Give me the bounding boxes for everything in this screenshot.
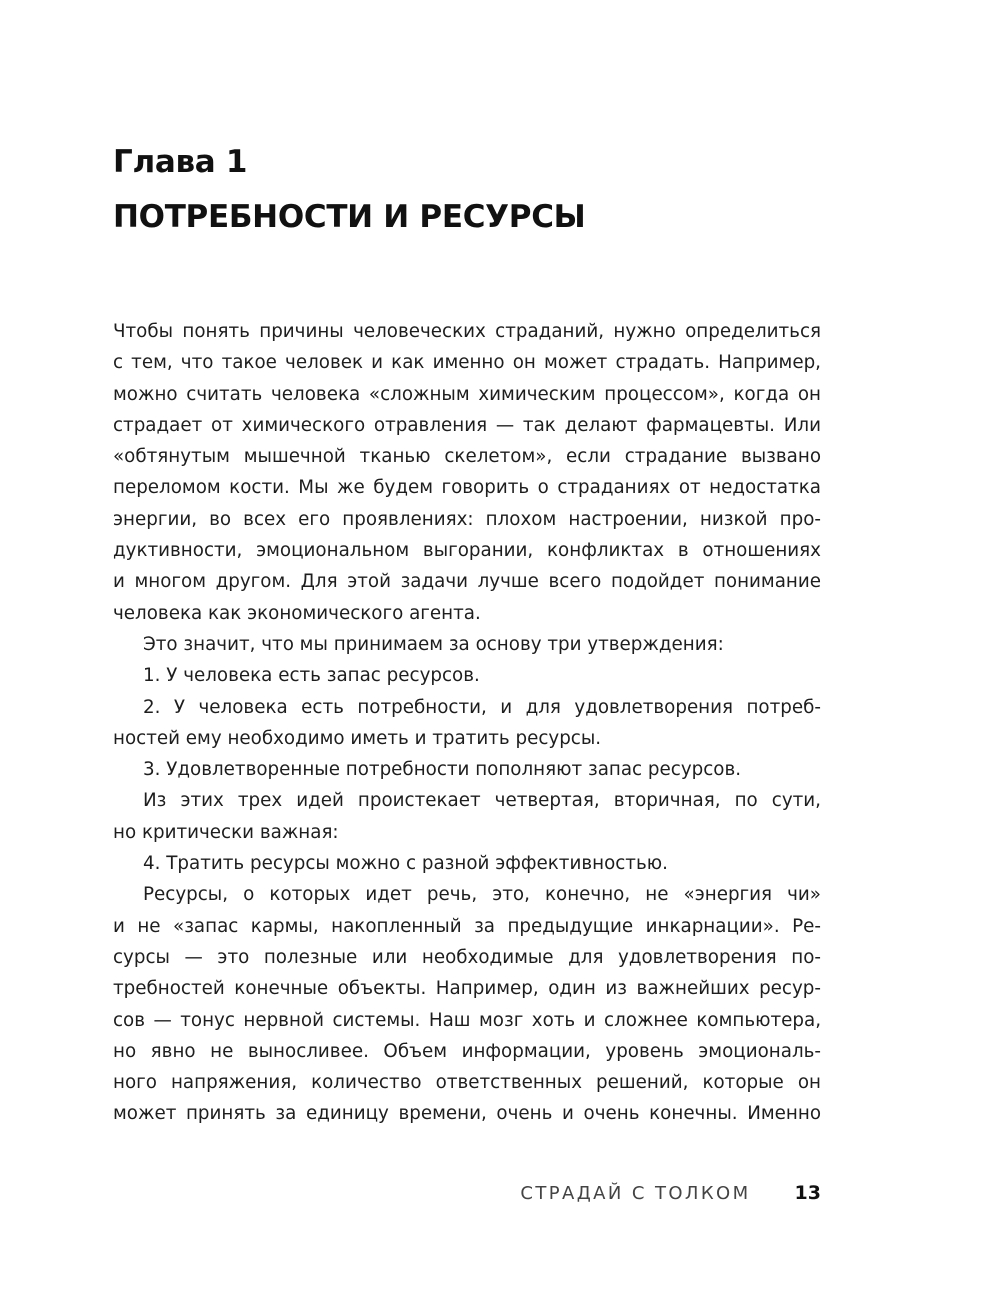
text-line: ного напряжения, количество ответственных решений, которые он bbox=[113, 1072, 821, 1094]
text-line: ностей ему необходимо иметь и тратить ресурсы. bbox=[113, 727, 602, 749]
body-text bbox=[113, 316, 821, 1130]
text-line: может принять за единицу времени, очень и очень конечны. Именно bbox=[113, 1103, 821, 1125]
text-line: Ресурсы, о которых идет речь, это, конечно, не «энергия чи» bbox=[143, 884, 821, 906]
text-line: но критически важная: bbox=[113, 821, 339, 843]
text-line: энергии, во всех его проявлениях: плохом настроении, низкой про- bbox=[113, 508, 821, 530]
text-line: Чтобы понять причины человеческих страданий, нужно определиться bbox=[113, 321, 821, 342]
chapter-title: ПОТРЕБНОСТИ И РЕСУРСЫ bbox=[113, 199, 586, 235]
text-line: требностей конечные объекты. Например, один из важнейших ресур- bbox=[113, 978, 821, 1000]
text-line: «обтянутым мышечной тканью скелетом», если страдание вызвано bbox=[113, 446, 821, 468]
text-line: с тем, что такое человек и как именно он может страдать. Например, bbox=[113, 352, 821, 374]
text-line: и не «запас кармы, накопленный за предыдущие инкарнации». Ре- bbox=[113, 915, 821, 937]
page-footer bbox=[113, 1176, 821, 1210]
text-line: Из этих трех идей проистекает четвертая, вторичная, по сути, bbox=[143, 790, 821, 812]
list-item: 1. У человека есть запас ресурсов. bbox=[143, 665, 480, 687]
running-title: СТРАДАЙ С ТОЛКОМ bbox=[520, 1182, 751, 1204]
text-line: дуктивности, эмоциональном выгорании, конфликтах в отношениях bbox=[113, 540, 821, 562]
list-item: 4. Тратить ресурсы можно с разной эффективностью. bbox=[143, 853, 668, 875]
chapter-heading bbox=[113, 135, 853, 245]
list-item: 2. У человека есть потребности, и для удовлетворения потреб- bbox=[143, 696, 821, 718]
text-line: и многом другом. Для этой задачи лучше всего подойдет понимание bbox=[113, 571, 821, 593]
text-line: сурсы — это полезные или необходимые для удовлетворения по- bbox=[113, 946, 821, 968]
page-number: 13 bbox=[794, 1182, 821, 1204]
chapter-label: Глава 1 bbox=[113, 144, 248, 180]
text-line: человека как экономического агента. bbox=[113, 602, 481, 624]
text-line: но явно не выносливее. Объем информации, уровень эмоциональ- bbox=[113, 1040, 821, 1062]
text-line: можно считать человека «сложным химическим процессом», когда он bbox=[113, 383, 821, 405]
text-line: сов — тонус нервной системы. Наш мозг хоть и сложнее компьютера, bbox=[113, 1009, 821, 1031]
list-item: 3. Удовлетворенные потребности пополняют запас ресурсов. bbox=[143, 759, 742, 781]
text-line: переломом кости. Мы же будем говорить о страданиях от недостатка bbox=[113, 477, 821, 499]
text-line: страдает от химического отравления — так делают фармацевты. Или bbox=[113, 414, 821, 436]
text-line: Это значит, что мы принимаем за основу три утверждения: bbox=[143, 633, 724, 655]
